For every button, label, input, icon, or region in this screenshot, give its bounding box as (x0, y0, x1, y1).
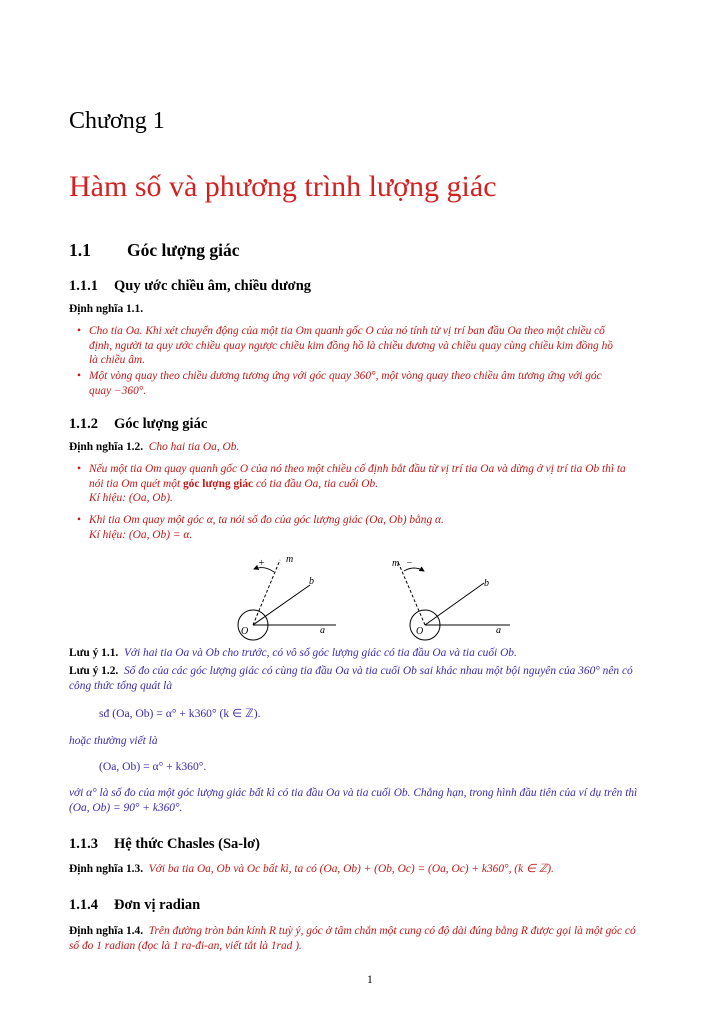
definition-1-1-bullet-1: • Cho tia Oa. Khi xét chuyển động của một tia Om quanh gốc O của nó tính từ vị trí ban đầu Oa theo một chiều cố định, người ta quy ước chiều quay ngược chiều kim đồng hồ là chiều dương và chiều quay cùng chiều kim đồng hồ là chiều âm. (77, 325, 613, 367)
note-1-2-end: với α° là số đo của một góc lượng giác bất kì có tia đầu Oa và tia cuối Ob. Chẳng hạn, trong hình đầu tiên của ví dụ trên thì (Oa, Ob) = 90° + k360°. (69, 787, 638, 814)
definition-1-2: Định nghĩa 1.2. Cho hai tia Oa, Ob. (69, 441, 240, 453)
subsection-title: Quy ước chiều âm, chiều dương (114, 278, 312, 294)
bullet-icon: • (77, 463, 81, 475)
definition-1-1-label: Định nghĩa 1.1. (69, 303, 144, 315)
label-plus: + (258, 558, 265, 569)
ray-ob (425, 583, 484, 625)
figure-left (238, 554, 336, 640)
page-number: 1 (367, 973, 373, 986)
definition-1-2-bullet-2: • Khi tia Om quay một góc α, ta nói số đo của góc lượng giác (Oa, Ob) bằng α. Kí hiệu: (Oa, Ob) = α. (77, 514, 444, 541)
definition-1-1-bullet-2: • Một vòng quay theo chiều dương tương ứng với góc quay 360°, một vòng quay theo chiều âm tương ứng với góc quay −360°. (77, 370, 602, 397)
subsection-1-1-1 (69, 278, 311, 295)
bullet-icon: • (77, 325, 81, 337)
subsection-number: 1.1.2 (69, 416, 98, 432)
angle-figure (0, 552, 725, 652)
subsection-1-1-4 (69, 897, 200, 914)
label-a: a (496, 625, 501, 636)
label-b: b (309, 576, 314, 587)
section-heading (69, 240, 240, 261)
section-number: 1.1 (69, 240, 91, 260)
label-o: O (241, 626, 249, 637)
definition-1-3: Định nghĩa 1.3. Với ba tia Oa, Ob và Oc bất kì, ta có (Oa, Ob) + (Ob, Oc) = (Oa, Oc) + k360°, (k ∈ ℤ). (69, 863, 554, 875)
note-1-2-mid: hoặc thường viết là (69, 735, 158, 747)
subsection-title: Hệ thức Chasles (Sa-lơ) (114, 836, 261, 852)
label-m: m (392, 558, 400, 569)
ray-om (398, 562, 425, 625)
subsection-title: Góc lượng giác (114, 416, 208, 432)
subsection-1-1-3 (69, 836, 260, 853)
bullet-icon: • (77, 370, 81, 382)
subsection-number: 1.1.1 (69, 278, 98, 294)
note-1-2: Lưu ý 1.2. Số đo của các góc lượng giác có cùng tia đầu Oa và tia cuối Ob sai khác nhau một bội nguyên của 360° nên có công thức tổng quát là (69, 665, 633, 692)
subsection-number: 1.1.4 (69, 897, 98, 913)
subsection-number: 1.1.3 (69, 836, 98, 852)
definition-1-4: Định nghĩa 1.4. Trên đường tròn bán kính R tuỳ ý, góc ở tâm chắn một cung có độ dài đúng bằng R được gọi là một góc có số đo 1 radian (đọc là 1 ra-đi-an, viết tắt là 1rad ). (69, 925, 636, 952)
definition-1-2-bullet-1: • Nếu một tia Om quay quanh gốc O của nó theo một chiều cố định bắt đầu từ vị trí tia Oa và dừng ở vị trí tia Ob thì ta nói tia Om quét một góc lượng giác có tia đầu Oa, tia cuối Ob. Kí hiệu: (Oa, Ob). (77, 463, 626, 505)
figure-right (392, 558, 510, 640)
chapter-heading: Chương 1 (69, 108, 165, 134)
label-minus: − (406, 558, 413, 569)
equation-2: (Oa, Ob) = α° + k360°. (99, 760, 207, 773)
bold-term: góc lượng giác (182, 477, 254, 490)
label-b: b (484, 578, 489, 589)
label-m: m (286, 554, 294, 565)
section-title: Góc lượng giác (127, 240, 240, 260)
subsection-title: Đơn vị radian (114, 897, 201, 913)
label-a: a (320, 625, 325, 636)
label-o: O (416, 626, 424, 637)
subsection-1-1-2 (69, 416, 207, 433)
equation-1: sđ (Oa, Ob) = α° + k360° (k ∈ ℤ). (99, 707, 261, 720)
note-1-1: Lưu ý 1.1. Với hai tia Oa và Ob cho trước, có vô số góc lượng giác có tia đầu Oa và tia cuối Ob. (69, 647, 517, 659)
chapter-title: Hàm số và phương trình lượng giác (69, 170, 497, 203)
bullet-icon: • (77, 514, 81, 526)
